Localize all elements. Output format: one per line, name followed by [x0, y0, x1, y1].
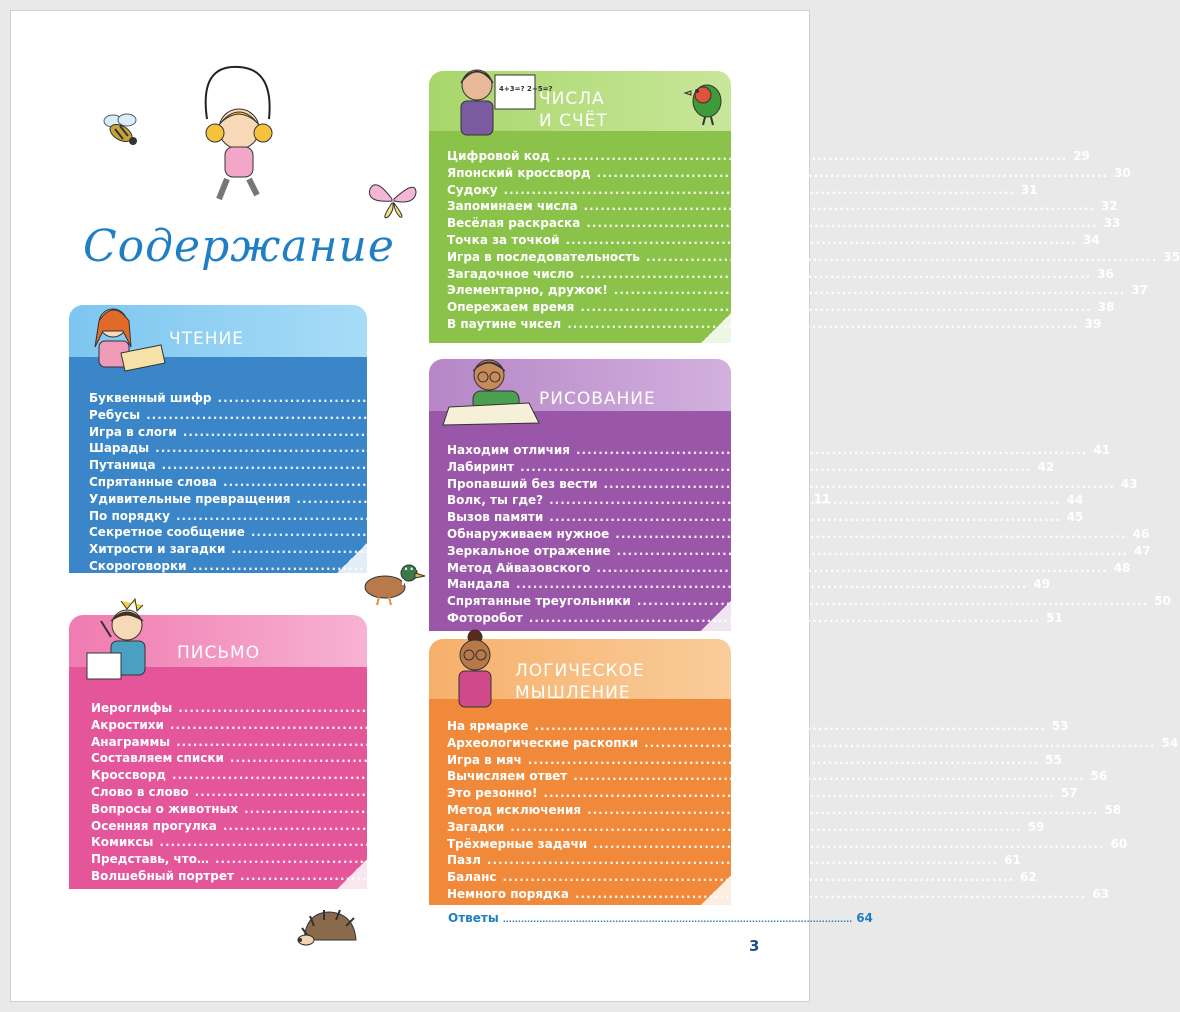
toc-entry-label: Путаница — [89, 458, 156, 473]
toc-entry-label: Цифровой код — [447, 149, 550, 163]
toc-entry-label: По порядку — [89, 508, 170, 523]
toc-entry[interactable] — [447, 735, 1179, 753]
toc-entry-label: В паутине чисел — [447, 316, 562, 331]
toc-entry[interactable] — [447, 165, 1131, 183]
section-heading-line2: МЫШЛЕНИЕ — [515, 683, 631, 703]
toc-entry-label: Элементарно, дружок! — [447, 283, 608, 298]
toc-entry[interactable] — [91, 735, 347, 752]
toc-entry-label: Игра в последовательность — [447, 249, 640, 264]
toc-entry-label: Вопросы о животных — [91, 801, 239, 816]
page-number: 3 — [749, 937, 760, 955]
toc-entry-page: 49 — [1033, 577, 1051, 592]
toc-entry[interactable] — [447, 577, 1051, 594]
toc-entry[interactable] — [447, 216, 1121, 233]
toc-entry[interactable] — [447, 182, 1038, 200]
toc-entry-label: Пазл — [447, 853, 481, 868]
toc-entry-label: Представь, что… — [91, 852, 209, 867]
hedgehog-icon — [296, 906, 362, 950]
section-numbers — [429, 71, 1180, 343]
toc-entry[interactable] — [447, 266, 1114, 284]
toc-entry-page: 62 — [1019, 870, 1037, 885]
toc-entry-label: Вычисляем ответ — [447, 769, 568, 784]
answers-page: 64 — [856, 911, 873, 925]
toc-entry-page: 30 — [1114, 165, 1131, 180]
toc-entry[interactable] — [447, 300, 1115, 317]
toc-entry-page: 56 — [1090, 769, 1108, 784]
toc-entry[interactable] — [91, 718, 347, 735]
toc-entry[interactable] — [447, 249, 1180, 267]
toc-entry-label: Спрятанные слова — [89, 474, 218, 489]
toc-entry-label: Мандала — [447, 577, 511, 592]
toc-entry[interactable] — [447, 886, 1110, 904]
toc-entry-page: 59 — [1027, 819, 1045, 834]
toc-entry-page: 27 — [757, 868, 775, 883]
paper-note-text: 4+3=? 2+5=? — [499, 85, 553, 93]
toc-entry-label: Трёхмерные задачи — [447, 836, 588, 851]
toc-entry-label: Игра в мяч — [447, 752, 522, 767]
toc-entry-page: 29 — [1073, 149, 1090, 163]
toc-entry-page: 57 — [1060, 786, 1078, 801]
toc-entry-page: 37 — [1131, 283, 1148, 298]
section-heading: РИСОВАНИЕ — [539, 389, 656, 409]
toc-entry[interactable] — [89, 509, 347, 526]
toc-entry-page: 36 — [1097, 266, 1114, 281]
toc-entry-label: Судоку — [447, 182, 498, 197]
toc-entry-label: Удивительные превращения — [89, 491, 291, 506]
toc-entry-page: 61 — [1004, 853, 1021, 868]
book-page — [10, 10, 1180, 1002]
toc-entry[interactable] — [89, 441, 347, 458]
toc-entry[interactable] — [91, 701, 347, 718]
toc-entry-label: Ребусы — [89, 407, 141, 422]
toc-entry[interactable] — [447, 199, 1118, 216]
toc-entry-label: Зеркальное отражение — [447, 543, 611, 558]
toc-entry[interactable] — [447, 510, 1084, 527]
toc-entry-label: Игра в слоги — [89, 424, 177, 439]
toc-entry-label: Археологические раскопки — [447, 735, 639, 750]
toc-entry-label: Хитрости и загадки — [89, 542, 226, 557]
toc-entry-label: Составляем списки — [91, 751, 224, 766]
toc-entry-label: Спрятанные треугольники — [447, 594, 631, 609]
section-heading-line1: ЛОГИЧЕСКОЕ — [515, 661, 645, 681]
toc-entry-label: Это резонно! — [447, 786, 538, 801]
girl-thinking-illustration — [443, 625, 513, 715]
toc-entry-page: 31 — [1020, 182, 1038, 197]
toc-entry-page: 63 — [1092, 886, 1110, 901]
toc-entry[interactable] — [447, 149, 1090, 166]
toc-entry-page: 20 — [747, 751, 765, 766]
boy-drawing-illustration — [439, 353, 549, 427]
toc-entry[interactable] — [447, 232, 1100, 250]
toc-entry-page: 35 — [1163, 249, 1180, 264]
toc-entry-label: Буквенный шифр — [89, 391, 212, 405]
toc-entry-label: Немного порядка — [447, 886, 569, 901]
toc-entry[interactable] — [89, 559, 347, 576]
answers-entry[interactable] — [448, 911, 873, 925]
toc-entry-label: Фоторобот — [447, 610, 523, 625]
toc-entry-label: Опережаем время — [447, 300, 575, 315]
girl-reading-illustration — [77, 301, 167, 377]
toc-entry-page: 26 — [732, 852, 750, 867]
toc-entry-page: 50 — [1154, 594, 1171, 609]
answers-label: Ответы — [448, 911, 499, 925]
toc-entry[interactable] — [91, 768, 347, 785]
numbers-list — [447, 149, 1180, 334]
toc-entry[interactable] — [447, 594, 1171, 611]
bird-icon — [683, 73, 731, 127]
toc-entry-label: Акростихи — [91, 717, 164, 732]
toc-entry-label: Волк, ты где? — [447, 493, 544, 508]
section-heading-line2: И СЧЁТ — [539, 111, 608, 131]
toc-entry[interactable] — [447, 836, 1128, 854]
toc-entry[interactable] — [91, 835, 347, 852]
toc-entry-page: 42 — [1037, 459, 1055, 474]
toc-entry-page: 51 — [1046, 610, 1063, 625]
toc-entry-label: Метод исключения — [447, 802, 582, 817]
toc-entry-page: 43 — [1120, 476, 1138, 491]
toc-entry-label: Лабиринт — [447, 459, 515, 474]
toc-entry-page: 55 — [1045, 752, 1062, 767]
section-heading: ЧТЕНИЕ — [169, 329, 245, 349]
toc-entry-label: На ярмарке — [447, 719, 529, 733]
toc-entry-page: 54 — [1161, 735, 1179, 750]
toc-entry-label: Точка за точкой — [447, 232, 560, 247]
boy-writing-illustration — [81, 597, 163, 689]
toc-entry-label: Кроссворд — [91, 768, 166, 783]
toc-entry-label: Вызов памяти — [447, 510, 544, 525]
toc-entry[interactable] — [447, 283, 1148, 300]
toc-entry-page: 58 — [1104, 802, 1122, 817]
section-heading: ПИСЬМО — [177, 643, 261, 663]
toc-entry-label: Весёлая раскраска — [447, 216, 581, 231]
toc-entry-label: Шарады — [89, 441, 150, 456]
toc-entry-page: 41 — [1093, 443, 1111, 457]
toc-entry-page: 10 — [740, 474, 758, 489]
toc-entry-label: Обнаруживаем нужное — [447, 526, 610, 541]
toc-entry-label: Волшебный портрет — [91, 868, 234, 883]
toc-entry-page: 53 — [1051, 719, 1069, 733]
toc-entry[interactable] — [447, 786, 1078, 803]
butterfly-icon — [366, 177, 420, 223]
toc-entry-label: Загадочное число — [447, 266, 574, 281]
toc-entry-page: 39 — [1084, 316, 1102, 331]
toc-entry-page: 11 — [813, 491, 831, 506]
toc-entry-label: Японский кроссворд — [447, 165, 591, 180]
toc-entry-page: 13 — [768, 525, 785, 540]
toc-entry[interactable] — [89, 408, 347, 425]
toc-entry-page: 5 — [734, 391, 744, 405]
toc-entry[interactable] — [447, 443, 1111, 460]
toc-entry-label: Слово в слово — [91, 784, 189, 799]
toc-entry[interactable] — [89, 425, 347, 442]
toc-entry-page: 34 — [1082, 232, 1100, 247]
toc-entry[interactable] — [447, 719, 1069, 736]
toc-entry-label: Осенняя прогулка — [91, 818, 217, 833]
toc-entry[interactable] — [447, 560, 1131, 578]
toc-entry-page: 32 — [1100, 199, 1118, 214]
toc-entry-page: 60 — [1110, 836, 1128, 851]
section-heading-line1: ЧИСЛА — [539, 89, 605, 109]
toc-entry-label: Пропавший без вести — [447, 476, 598, 491]
toc-entry-label: Запоминаем числа — [447, 199, 578, 214]
toc-entry-page: 44 — [1066, 493, 1084, 508]
page-title: Содержание — [83, 221, 395, 272]
toc-entry-label: Находим отличия — [447, 443, 570, 457]
toc-entry[interactable] — [447, 316, 1102, 334]
toc-entry-label: Анаграммы — [91, 734, 171, 749]
girl-jump-rope-illustration — [179, 59, 299, 209]
toc-entry[interactable] — [447, 459, 1055, 477]
toc-entry-label: Скороговорки — [89, 558, 187, 573]
toc-entry-label: Комиксы — [91, 835, 154, 850]
toc-entry-page: 48 — [1113, 560, 1131, 575]
toc-entry-label: Иероглифы — [91, 701, 173, 715]
toc-entry-page: 47 — [1133, 543, 1151, 558]
toc-entry-label: Баланс — [447, 870, 497, 885]
toc-entry-page: 45 — [1066, 510, 1084, 525]
toc-entry-label: Секретное сообщение — [89, 525, 245, 540]
bee-icon — [99, 111, 145, 151]
toc-entry-page: 38 — [1097, 300, 1115, 315]
toc-entry-label: Загадки — [447, 819, 505, 834]
toc-entry-page: 23 — [761, 801, 779, 816]
toc-entry-page: 14 — [748, 542, 766, 557]
toc-entry[interactable] — [447, 769, 1108, 786]
girl-with-paper-illustration — [451, 57, 553, 143]
toc-entry[interactable] — [89, 458, 347, 475]
toc-entry-page: 46 — [1132, 526, 1150, 541]
toc-entry-label: Метод Айвазовского — [447, 560, 591, 575]
toc-entry-page: 24 — [740, 818, 757, 833]
toc-entry[interactable] — [91, 785, 347, 802]
toc-entry-page: 33 — [1103, 216, 1121, 231]
